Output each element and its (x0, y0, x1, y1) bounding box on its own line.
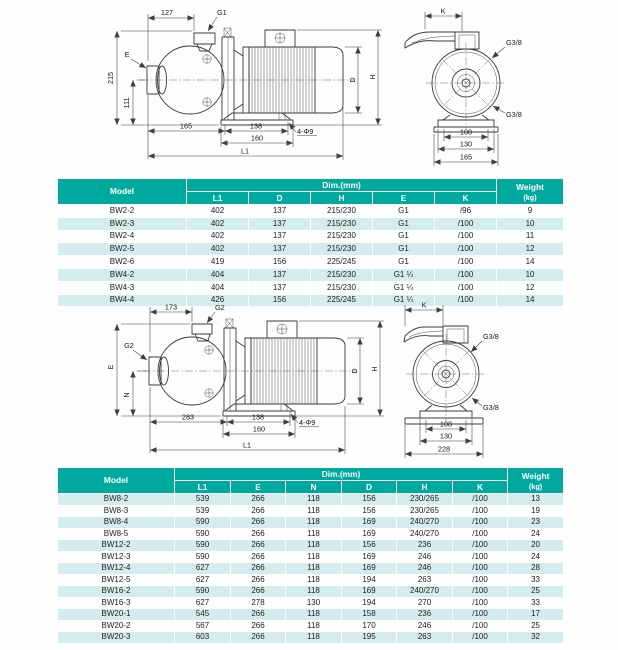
model-cell: BW2-2 (58, 205, 187, 218)
table-body (58, 494, 564, 644)
dim-value-cell: /100 (453, 494, 508, 506)
dim-value-cell: 28 (508, 563, 564, 575)
dim-value-cell: /100 (453, 563, 508, 575)
weight-label: Weight (521, 470, 550, 481)
dim-value-cell: 215/230 (311, 268, 373, 281)
dim-value-cell: /96 (435, 205, 497, 218)
dim-value-cell: 266 (231, 574, 286, 586)
dim-value-cell: 137 (249, 243, 311, 256)
table-row (58, 256, 564, 269)
dim-value-cell: 194 (342, 574, 397, 586)
dim-value-cell: 236 (397, 609, 453, 621)
dim-value-cell: 137 (249, 217, 311, 230)
dim-value-cell: 156 (342, 540, 397, 552)
dim-value-cell: 156 (249, 256, 311, 269)
dim-value-cell: 240/270 (397, 517, 453, 529)
dim-value-cell: 194 (342, 597, 397, 609)
clamp-coupling (224, 319, 251, 411)
dim-value-cell: G1 (373, 243, 435, 256)
motor (249, 30, 343, 113)
dim-value-cell: /100 (453, 597, 508, 609)
dim-value-cell: 24 (508, 528, 564, 540)
dim-value-cell: /100 (453, 632, 508, 644)
table-row (58, 586, 564, 598)
dim-value-cell: /100 (435, 243, 497, 256)
dim-value-cell: 278 (231, 597, 286, 609)
dim-value-cell: G1 (373, 217, 435, 230)
dim-value-cell: 118 (286, 551, 342, 563)
col-header-dim-group: Dim.(mm) (187, 179, 497, 192)
dim-value-cell: 266 (231, 609, 286, 621)
table-row (58, 268, 564, 281)
dim-value-cell: 266 (231, 632, 286, 644)
model-cell: BW2-6 (58, 256, 187, 269)
dim-value-cell: 402 (187, 217, 249, 230)
dim-value-cell: 137 (249, 268, 311, 281)
dim-value-cell: 156 (249, 294, 311, 307)
dim-value-cell: 215/230 (311, 205, 373, 218)
dim-value-cell: 12 (497, 281, 564, 294)
table-row (58, 528, 564, 540)
col-header-k: K (453, 481, 508, 494)
dim-value-cell: 230/265 (397, 505, 453, 517)
dim-value-cell: 118 (286, 609, 342, 621)
model-cell: BW4-4 (58, 294, 187, 307)
dim-value-cell: 402 (187, 230, 249, 243)
model-cell: BW4-2 (58, 268, 187, 281)
dim-value-cell: 118 (286, 563, 342, 575)
dim-value-cell: /100 (453, 609, 508, 621)
dim-value-cell: /100 (435, 230, 497, 243)
dim-value-cell: 137 (249, 205, 311, 218)
model-cell: BW16-3 (58, 597, 175, 609)
dim-value-cell: 590 (175, 586, 231, 598)
dim-value-cell: /100 (453, 517, 508, 529)
dim-label-n: N (122, 392, 131, 398)
table-row (58, 230, 564, 243)
dim-label-130: 130 (459, 139, 473, 149)
dim-value-cell: 240/270 (397, 528, 453, 540)
pump-small-side-view-drawing (55, 3, 390, 165)
dim-value-cell: /100 (435, 256, 497, 269)
port-label-e: E (124, 50, 130, 59)
motor (251, 321, 345, 404)
bolt-holes-label: 4-Φ9 (297, 127, 314, 136)
dim-value-cell: 419 (187, 256, 249, 269)
col-header-weight (497, 179, 564, 205)
plug-label-g38-bottom: G3/8 (483, 403, 499, 412)
plug-label-g38-top: G3/8 (506, 38, 522, 47)
discharge-spout (404, 327, 443, 342)
dim-label-160: 160 (250, 133, 264, 143)
dim-value-cell: /100 (453, 586, 508, 598)
dim-label-228: 228 (437, 444, 451, 454)
model-cell: BW20-2 (58, 620, 175, 632)
dim-label-108: 108 (459, 127, 473, 137)
table-row (58, 281, 564, 294)
dim-value-cell: 246 (397, 620, 453, 632)
dim-value-cell: 266 (231, 505, 286, 517)
dim-label-138: 138 (249, 121, 263, 131)
dim-value-cell: G1 ¼ (373, 281, 435, 294)
table-row (58, 609, 564, 621)
dim-value-cell: 627 (175, 563, 231, 575)
dim-value-cell: 118 (286, 505, 342, 517)
dim-value-cell: 404 (187, 281, 249, 294)
dim-value-cell: 266 (231, 620, 286, 632)
dim-value-cell: 9 (497, 205, 564, 218)
dim-label-138: 138 (251, 412, 265, 422)
dim-value-cell: 195 (342, 632, 397, 644)
dim-value-cell: 20 (508, 540, 564, 552)
dim-label-165: 165 (179, 121, 193, 131)
dim-value-cell: 603 (175, 632, 231, 644)
dim-value-cell: /100 (435, 281, 497, 294)
dim-value-cell: 158 (342, 609, 397, 621)
model-cell: BW12-3 (58, 551, 175, 563)
dim-label-l1: L1 (240, 146, 250, 156)
dim-value-cell: 156 (342, 505, 397, 517)
dim-value-cell: 14 (497, 256, 564, 269)
dim-value-cell: 130 (286, 597, 342, 609)
dim-label-k: K (421, 300, 427, 310)
dim-value-cell: 32 (508, 632, 564, 644)
dim-value-cell: /100 (435, 217, 497, 230)
weight-unit-label: (kg) (523, 192, 537, 202)
model-cell: BW8-3 (58, 505, 175, 517)
dim-value-cell: /100 (453, 551, 508, 563)
col-header-weight (508, 468, 564, 494)
dim-value-cell: 215/230 (311, 217, 373, 230)
model-cell: BW2-4 (58, 230, 187, 243)
plug-label-g38-bottom: G3/8 (506, 110, 522, 119)
dim-value-cell: /100 (435, 294, 497, 307)
dim-value-cell: 156 (342, 494, 397, 506)
dim-value-cell: 11 (497, 230, 564, 243)
discharge-spout (405, 32, 455, 48)
dim-value-cell: 118 (286, 620, 342, 632)
col-header-e: E (373, 192, 435, 205)
dim-value-cell: 215/230 (311, 243, 373, 256)
dim-value-cell: 12 (497, 243, 564, 256)
dim-label-127: 127 (160, 8, 174, 17)
table-row (58, 632, 564, 644)
col-header-d: D (342, 481, 397, 494)
dim-value-cell: 545 (175, 609, 231, 621)
col-header-model: Model (58, 179, 187, 205)
dim-value-cell: G1 ¼ (373, 294, 435, 307)
dim-value-cell: 118 (286, 574, 342, 586)
dim-value-cell: 230/265 (397, 494, 453, 506)
dim-value-cell: /100 (453, 505, 508, 517)
dim-label-l1: L1 (242, 440, 252, 450)
col-header-k: K (435, 192, 497, 205)
dim-value-cell: 266 (231, 586, 286, 598)
col-header-l1: L1 (175, 481, 231, 494)
model-cell: BW12-2 (58, 540, 175, 552)
pump-large-side-view-drawing (57, 303, 392, 458)
dim-value-cell: 627 (175, 597, 231, 609)
dim-label-283: 283 (181, 412, 195, 422)
dim-value-cell: 118 (286, 517, 342, 529)
dim-label-130: 130 (439, 431, 453, 441)
model-cell: BW20-3 (58, 632, 175, 644)
port-label-g2-top: G2 (215, 303, 225, 312)
dim-value-cell: 240/270 (397, 586, 453, 598)
dim-value-cell: 266 (231, 551, 286, 563)
dim-label-215: 215 (106, 71, 115, 85)
dim-value-cell: 137 (249, 230, 311, 243)
model-cell: BW2-5 (58, 243, 187, 256)
dim-value-cell: 23 (508, 517, 564, 529)
dim-value-cell: /100 (453, 528, 508, 540)
dim-value-cell: 225/245 (311, 294, 373, 307)
table-row (58, 597, 564, 609)
pump-large-end-view-drawing (388, 298, 568, 460)
plug-label-g38-top: G3/8 (483, 332, 499, 341)
table-row (58, 243, 564, 256)
table-row (58, 540, 564, 552)
dim-value-cell: 169 (342, 551, 397, 563)
dim-value-cell: 263 (397, 632, 453, 644)
dim-label-k: K (440, 6, 446, 16)
dim-value-cell: 118 (286, 540, 342, 552)
dim-value-cell: 170 (342, 620, 397, 632)
dim-value-cell: /100 (435, 268, 497, 281)
dim-value-cell: 169 (342, 517, 397, 529)
dim-value-cell: 567 (175, 620, 231, 632)
table-row (58, 551, 564, 563)
dim-value-cell: 266 (231, 563, 286, 575)
model-cell: BW8-5 (58, 528, 175, 540)
model-cell: BW16-2 (58, 586, 175, 598)
dim-value-cell: /100 (453, 574, 508, 586)
dim-value-cell: 215/230 (311, 230, 373, 243)
dim-value-cell: 627 (175, 574, 231, 586)
dim-value-cell: 25 (508, 620, 564, 632)
dim-label-160: 160 (252, 424, 266, 434)
dim-value-cell: 14 (497, 294, 564, 307)
dimension-lines (425, 7, 522, 167)
dim-value-cell: 225/245 (311, 256, 373, 269)
dim-label-h: H (368, 74, 377, 80)
dim-value-cell: 426 (187, 294, 249, 307)
dim-value-cell: 118 (286, 586, 342, 598)
dim-value-cell: 19 (508, 505, 564, 517)
weight-unit-label: (kg) (528, 481, 543, 491)
dim-value-cell: 590 (175, 517, 231, 529)
weight-label: Weight (516, 181, 544, 192)
dim-label-111: 111 (122, 97, 131, 109)
dim-value-cell: 215/230 (311, 281, 373, 294)
dim-value-cell: 169 (342, 563, 397, 575)
dim-value-cell: 590 (175, 540, 231, 552)
table-row (58, 574, 564, 586)
dim-value-cell: 539 (175, 494, 231, 506)
col-header-h: H (311, 192, 373, 205)
dim-value-cell: 270 (397, 597, 453, 609)
dim-value-cell: 266 (231, 494, 286, 506)
col-header-e: E (231, 481, 286, 494)
col-header-d: D (249, 192, 311, 205)
table-row (58, 205, 564, 218)
model-cell: BW20-1 (58, 609, 175, 621)
table-row (58, 517, 564, 529)
dim-value-cell: 246 (397, 563, 453, 575)
dim-value-cell: 17 (508, 609, 564, 621)
dim-value-cell: 33 (508, 597, 564, 609)
model-cell: BW8-4 (58, 517, 175, 529)
dim-value-cell: /100 (453, 620, 508, 632)
model-cell: BW12-5 (58, 574, 175, 586)
model-cell: BW12-4 (58, 563, 175, 575)
port-label-g1: G1 (217, 8, 227, 17)
dim-value-cell: 118 (286, 494, 342, 506)
dim-value-cell: 118 (286, 528, 342, 540)
dim-value-cell: 10 (497, 217, 564, 230)
table-row (58, 217, 564, 230)
top-port (455, 32, 479, 49)
dim-label-d: D (350, 368, 359, 374)
pump-small-end-view-drawing (398, 3, 570, 171)
dim-value-cell: 169 (342, 528, 397, 540)
dim-value-cell: 590 (175, 551, 231, 563)
dim-value-cell: G1 (373, 205, 435, 218)
dim-label-173: 173 (164, 302, 178, 312)
dim-value-cell: 24 (508, 551, 564, 563)
table-body (58, 205, 564, 307)
model-cell: BW2-3 (58, 217, 187, 230)
col-header-dim-group: Dim.(mm) (175, 468, 508, 481)
dim-value-cell: 266 (231, 517, 286, 529)
dim-value-cell: G1 (373, 256, 435, 269)
dim-value-cell: 33 (508, 574, 564, 586)
dim-value-cell: 25 (508, 586, 564, 598)
dim-value-cell: 118 (286, 632, 342, 644)
dim-value-cell: 236 (397, 540, 453, 552)
dim-label-165: 165 (459, 152, 473, 162)
clamp-coupling (222, 28, 249, 120)
dim-value-cell: 402 (187, 243, 249, 256)
dim-value-cell: 246 (397, 551, 453, 563)
table-header (58, 468, 564, 494)
dimensions-table-bw8-bw20 (57, 467, 564, 644)
col-header-model: Model (58, 468, 175, 494)
bolt-holes-label: 4-Φ9 (299, 418, 316, 427)
port-label-g2-left: G2 (124, 341, 134, 350)
col-header-n: N (286, 481, 342, 494)
dim-value-cell: 590 (175, 528, 231, 540)
dimensions-table-bw2-bw4 (57, 178, 564, 307)
table-row (58, 620, 564, 632)
dim-value-cell: 13 (508, 494, 564, 506)
dim-value-cell: G1 ¼ (373, 268, 435, 281)
dim-label-h: H (370, 366, 379, 372)
dim-value-cell: 266 (231, 540, 286, 552)
dim-value-cell: 404 (187, 268, 249, 281)
dim-value-cell: 137 (249, 281, 311, 294)
col-header-h: H (397, 481, 453, 494)
table-row (58, 563, 564, 575)
dim-label-108: 108 (439, 419, 453, 429)
dim-value-cell: /100 (453, 540, 508, 552)
model-cell: BW8-2 (58, 494, 175, 506)
top-port (443, 326, 468, 343)
table-header (58, 179, 564, 205)
dim-value-cell: G1 (373, 230, 435, 243)
dim-value-cell: 402 (187, 205, 249, 218)
dim-value-cell: 263 (397, 574, 453, 586)
dim-value-cell: 10 (497, 268, 564, 281)
table-row (58, 505, 564, 517)
dim-value-cell: 266 (231, 528, 286, 540)
dim-label-d: D (348, 77, 357, 83)
col-header-l1: L1 (187, 192, 249, 205)
pump-body-circle (406, 334, 486, 422)
table-row (58, 494, 564, 506)
model-cell: BW4-3 (58, 281, 187, 294)
dim-value-cell: 539 (175, 505, 231, 517)
pump-body-circle (426, 43, 506, 129)
dim-value-cell: 169 (342, 586, 397, 598)
dim-label-e: E (106, 364, 115, 370)
